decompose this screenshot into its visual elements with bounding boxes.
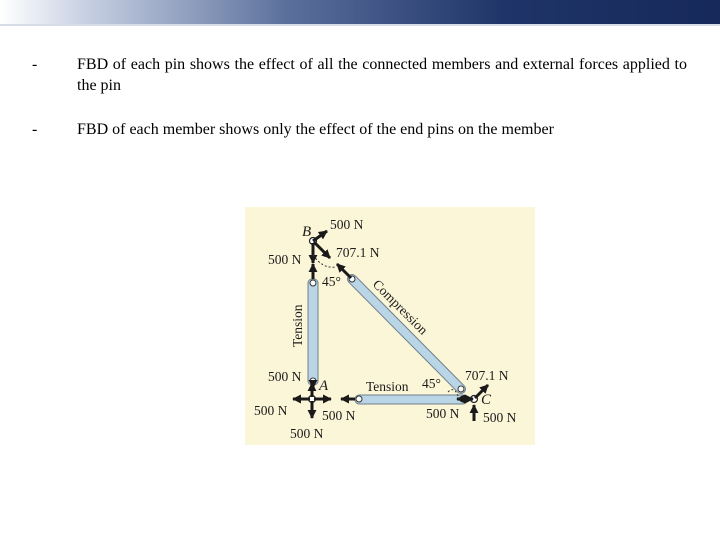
member-label-ac: Tension — [366, 379, 409, 394]
force-label-c-up: 500 N — [483, 410, 517, 425]
force-b-diag-arrow — [314, 242, 330, 258]
angle-arc-b — [313, 255, 335, 267]
force-label-a-up: 500 N — [268, 369, 302, 384]
force-label-c-left: 500 N — [426, 406, 460, 421]
pin-label-a: A — [319, 378, 329, 394]
pin-end — [310, 280, 316, 286]
member-ab — [308, 279, 318, 385]
truss-fbd-figure — [245, 207, 535, 445]
force-label-a-left: 500 N — [254, 403, 288, 418]
header-gradient-bar — [0, 0, 720, 24]
pin-end — [356, 396, 362, 402]
bullet-text: FBD of each member shows only the effect of the end pins on the member — [77, 121, 554, 138]
header-divider — [0, 24, 720, 26]
bullet-text: FBD of each pin shows the effect of all the connected members and external forces applied to the pin — [77, 56, 687, 94]
bullet-marker: - — [32, 56, 38, 73]
force-label-c-diag: 707.1 N — [465, 368, 509, 383]
force-label-b-diag: 707.1 N — [336, 245, 380, 260]
force-label-a-down: 500 N — [290, 426, 324, 441]
angle-label-b: 45° — [322, 274, 341, 289]
force-label-a-right: 500 N — [322, 408, 356, 423]
member-label-ab: Tension — [290, 304, 305, 347]
member-ac — [355, 395, 467, 404]
force-label-b-top: 500 N — [330, 217, 364, 232]
member-bc-fill — [352, 276, 461, 389]
truss-fbd-diagram — [245, 207, 535, 445]
angle-label-c: 45° — [422, 376, 441, 391]
pin-label-b: B — [302, 224, 312, 240]
force-label-b-left: 500 N — [268, 252, 302, 267]
pin-end — [458, 386, 464, 392]
pin-label-c: C — [481, 392, 492, 408]
bullet-marker: - — [32, 121, 38, 138]
member-label-bc: Compression — [369, 276, 431, 338]
force-b-top-arrow — [313, 231, 327, 241]
